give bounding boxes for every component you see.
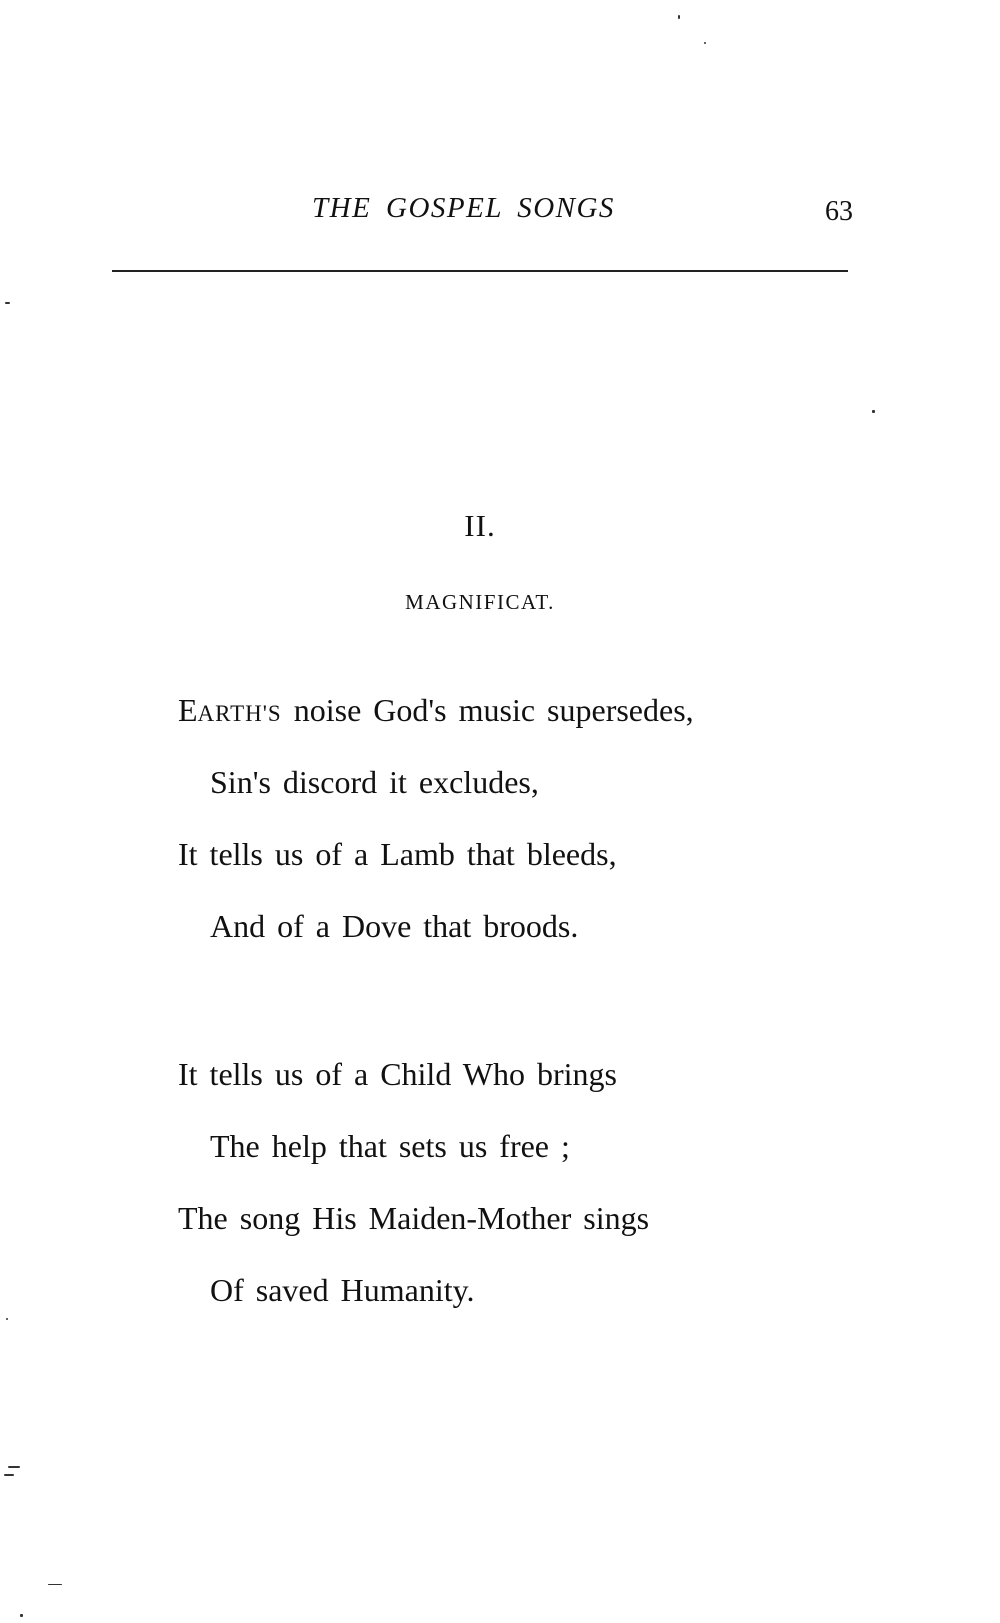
scan-speck [6, 1318, 8, 1320]
scan-speck [872, 410, 875, 413]
poem-line: And of a Dove that broods. [210, 908, 579, 944]
poem-line: Sin's discord it excludes, [210, 764, 539, 800]
running-head [0, 192, 1000, 232]
scan-speck [4, 1474, 14, 1476]
scan-speck [5, 302, 10, 304]
poem-line: The help that sets us free ; [210, 1128, 570, 1164]
scan-speck [704, 42, 706, 44]
drop-initial: E [178, 692, 198, 728]
line-text: noise God's music supersedes, [281, 692, 694, 728]
poem-line: It tells us of a Lamb that bleeds, [178, 836, 617, 872]
section-number: II. [464, 508, 496, 543]
scan-speck [48, 1584, 62, 1585]
poem-line [178, 692, 694, 729]
scan-speck [20, 1614, 23, 1617]
running-title: THE GOSPEL SONGS [312, 192, 615, 224]
scan-speck [678, 15, 680, 19]
header-rule [112, 270, 848, 272]
poem-line: Of saved Humanity. [210, 1272, 475, 1308]
small-caps-word: ARTH'S [197, 701, 282, 726]
poem-title: MAGNIFICAT. [405, 590, 555, 614]
page-number: 63 [825, 196, 853, 227]
poem-line: It tells us of a Child Who brings [178, 1056, 617, 1092]
scan-speck [8, 1466, 20, 1468]
poem-line: The song His Maiden-Mother sings [178, 1200, 650, 1236]
